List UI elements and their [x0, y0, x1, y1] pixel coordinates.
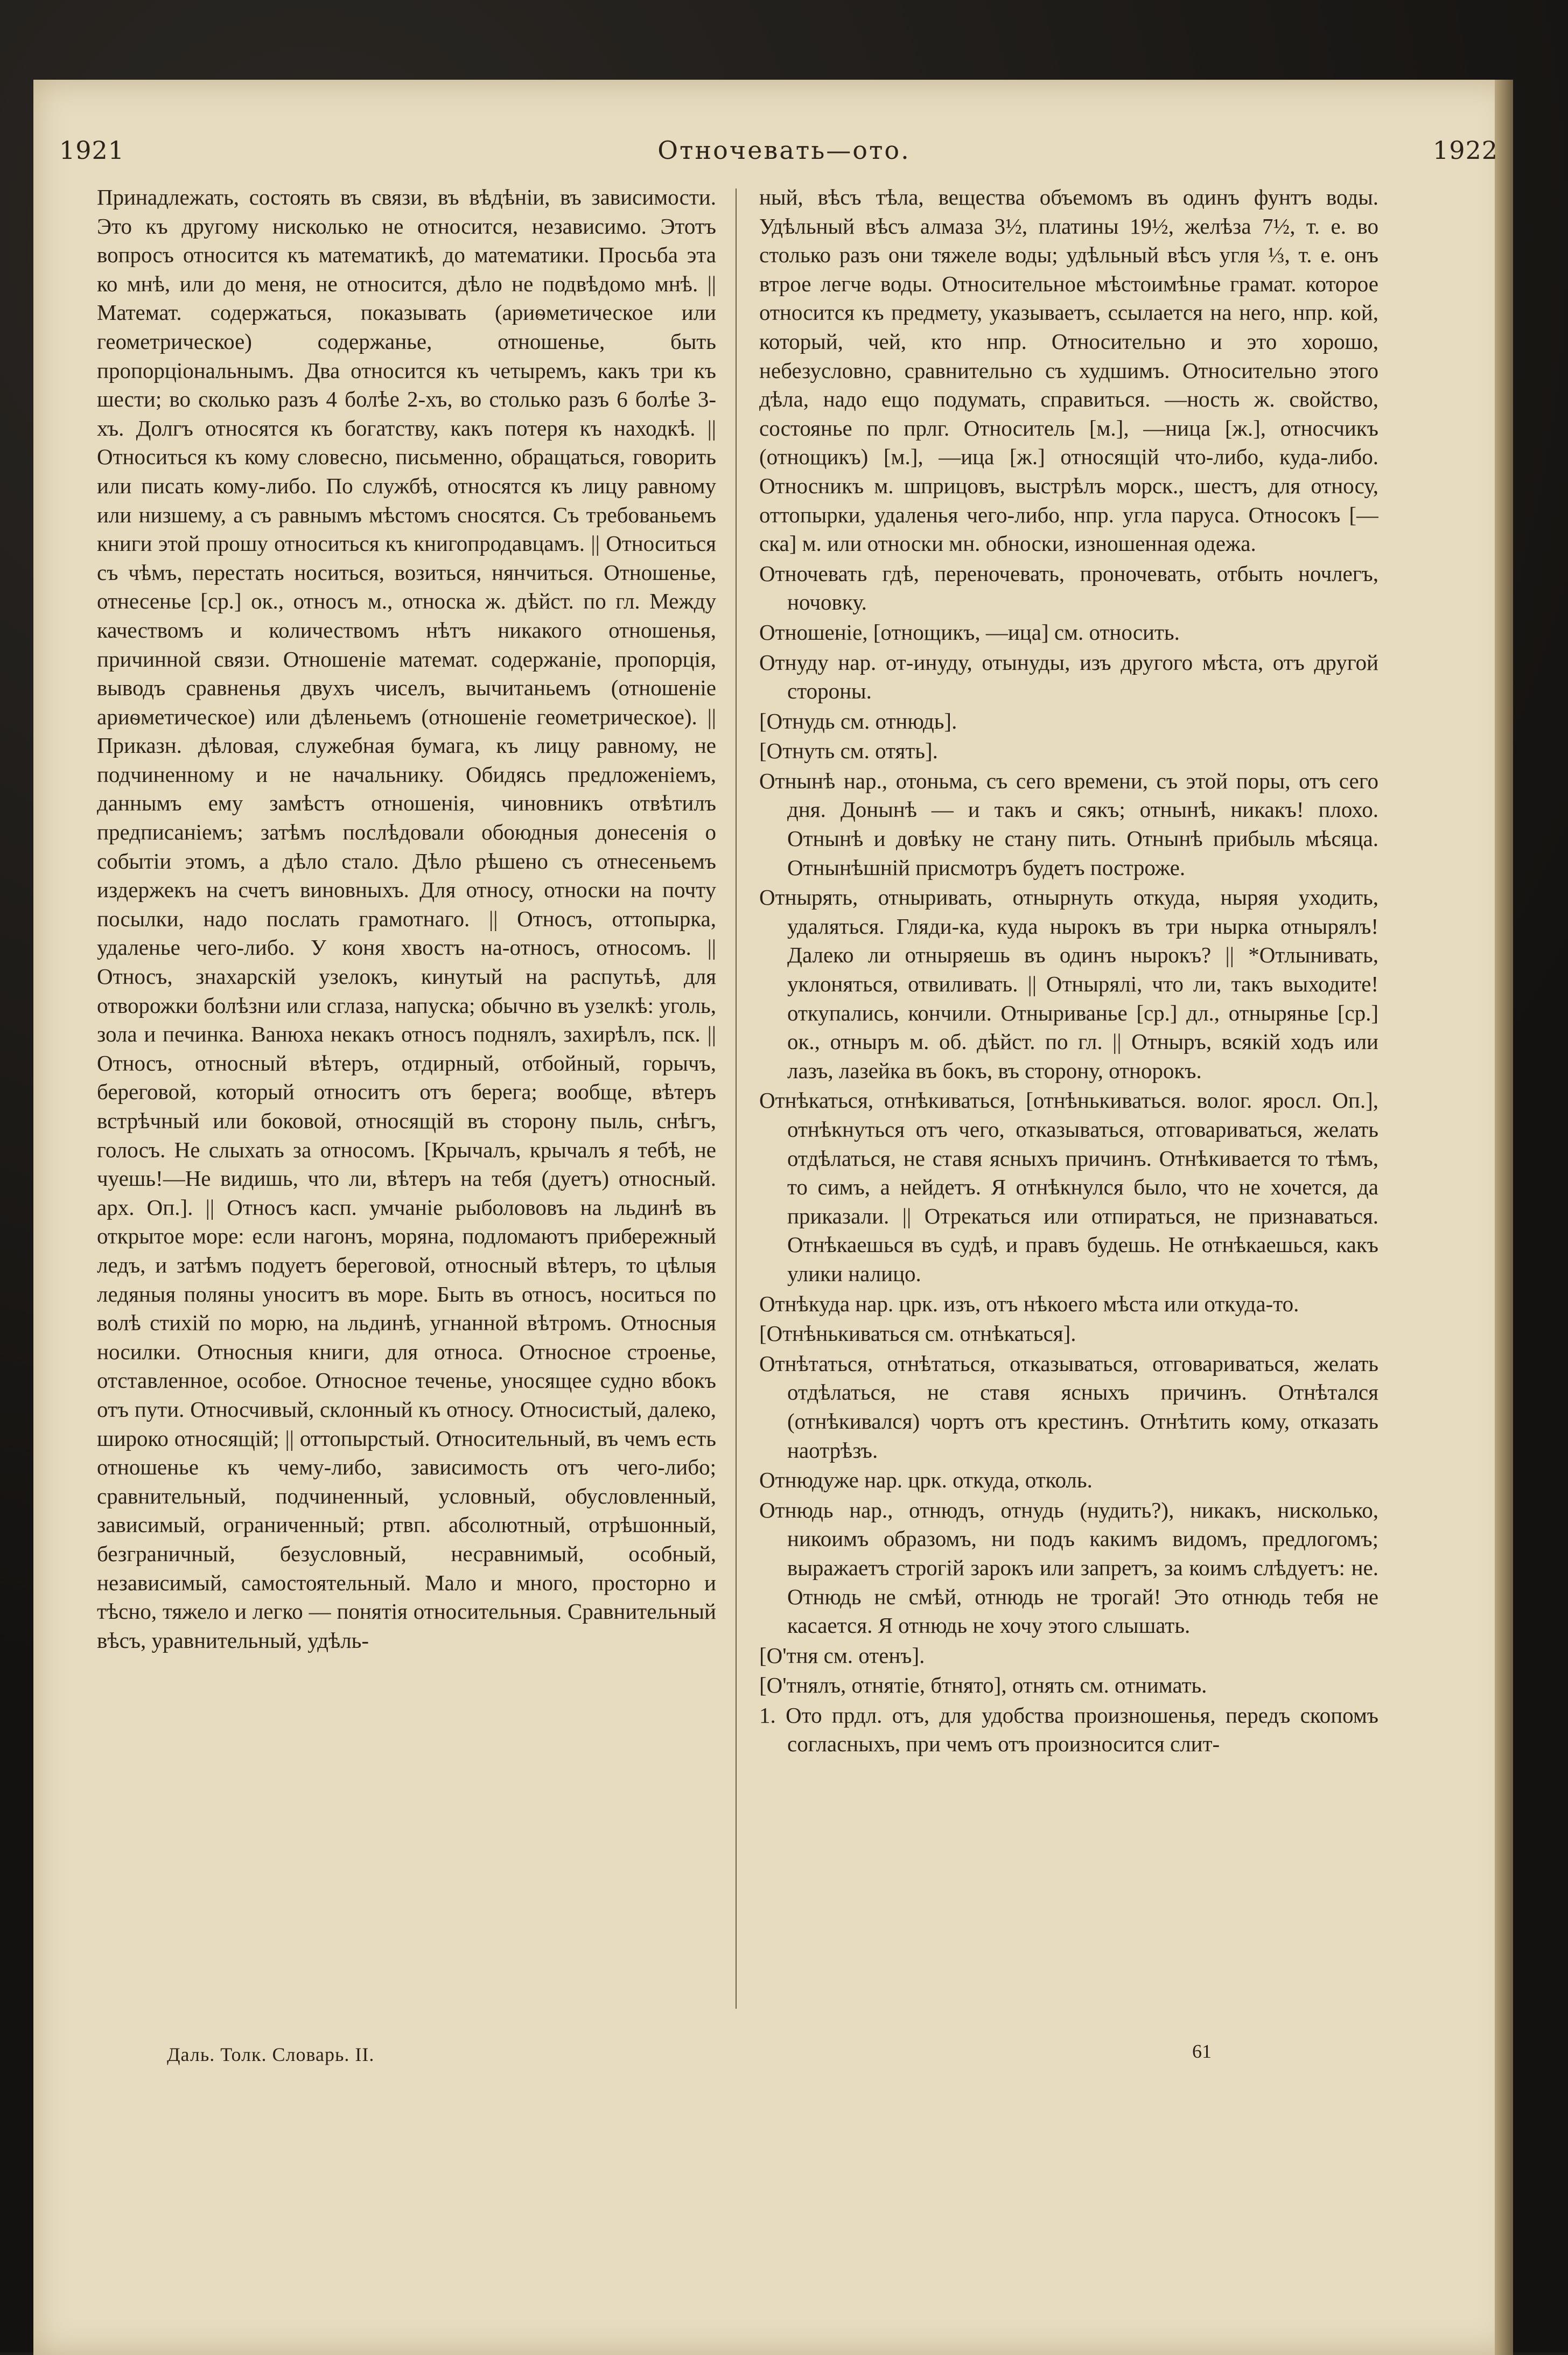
dictionary-entry: Отнырять, отныривать, отнырнуть откуда, ныряя уходить, удаляться. Гляди-ка, куда нырокъ въ три нырка отнырялъ! Далеко ли отныряешь въ одинъ нырокъ? || *Отлынивать, уклоняться, отвиливать. || Отнырялi, что ли, такъ выходите! откупались, кончили. Отныриванье [ср.] дл., отнырянье [ср.] ок., отныръ м. об. дѣйст. по гл. || Отныръ, всякiй ходъ или лазъ, лазейка въ бокъ, въ сторону, отнорокъ.: [759, 885, 1378, 1083]
sheet-number: 61: [1192, 2040, 1212, 2062]
dictionary-entry: Отночевать гдѣ, переночевать, проночевать, отбыть ночлегъ, ночовку.: [759, 561, 1378, 615]
dictionary-entry: Отношенiе, [отнощикъ, —ица] см. относить.: [759, 619, 1180, 645]
dictionary-entry: Отнынѣ нар., отоньма, съ сего времени, съ этой поры, отъ сего дня. Донынѣ — и такъ и сякъ; отнынѣ, никакъ! плохо. Отнынѣ и довѣку не стану пить. Отнынѣ прибыль мѣсяца. Отнынѣшнiй присмотръ будетъ построже.: [759, 768, 1378, 880]
page-number-right: 1922: [1432, 136, 1498, 165]
running-head: Отночевать—ото.: [657, 136, 911, 165]
right-column: [759, 183, 1378, 2025]
dictionary-entry: [Отнуть см. отять].: [759, 738, 938, 764]
column-divider: [736, 188, 737, 2009]
left-column: [97, 183, 716, 2025]
page-number-left: 1921: [59, 136, 125, 165]
dictionary-entry: [Отнудь см. отнюдь].: [759, 708, 957, 733]
dictionary-entry: Отнѣкуда нар. црк. изъ, отъ нѣкоего мѣста или откуда-то.: [759, 1291, 1299, 1316]
dictionary-entry: [О'тнялъ, отнятiе, бтнято], отнять см. отнимать.: [759, 1673, 1207, 1698]
binding-edge: [1495, 80, 1513, 2355]
dictionary-entry: Отнѣтаться, отнѣтаться, отказываться, отговариваться, желать отдѣлаться, не ставя ясныхъ причинъ. Отнѣтался (отнѣкивался) чортъ отъ крестинъ. Отнѣтить кому, отказать наотрѣзъ.: [759, 1351, 1378, 1463]
dictionary-entry: Отнюдь нар., отнюдъ, отнудь (нудить?), никакъ, нисколько, никоимъ образомъ, ни подъ какимъ видомъ, предлогомъ; выражаетъ строгiй зарокъ или запретъ, за коимъ слѣдуетъ: не. Отнюдь не смѣй, отнюдь не трогай! Это отнюдь тебя не касается. Я отнюдь не хочу этого слышать.: [759, 1497, 1378, 1638]
dictionary-entry: ный, вѣсъ тѣла, вещества объемомъ въ одинъ фунтъ воды. Удѣльный вѣсъ алмаза 3½, платины 19½, желѣза 7½, т. е. во столько разъ они тяжеле воды; удѣльный вѣсъ угля ⅓, т. е. онъ втрое легче воды. Относительное мѣстоимѣнье грамат. которое относится къ предмету, указываетъ, ссылается на него, нпр. кой, который, чей, кто нпр. Относительно и это хорошо, небезусловно, сравнительно съ худшимъ. Относительно этого дѣла, надо ещо подумать, справиться. —ность ж. свойство, состоянье по прлг. Относитель [м.], —ница [ж.], относчикъ (отнощикъ) [м.], —ица [ж.] относящiй что-либо, куда-либо. Относникъ м. шприцовъ, выстрѣлъ морск., шестъ, для относу, оттопырки, удаленья чего-либо, нпр. угла паруса. Относокъ [—ска] м. или относки мн. обноски, изношенная одежа.: [759, 185, 1378, 556]
dictionary-entry: Принадлежать, состоять въ связи, въ вѣдѣнiи, въ зависимости. Это къ другому нисколько не относится, независимо. Этотъ вопросъ относится къ математикѣ, до математики. Просьба эта ко мнѣ, или до меня, не относится, дѣло не подвѣдомо мнѣ. || Математ. содержаться, показывать (ариѳметическое или геометрическое) содержанье, отношенье, быть пропорцiональнымъ. Два относится къ четыремъ, какъ три къ шести; во сколько разъ 4 болѣе 2-хъ, во столько разъ 6 болѣе 3-хъ. Долгъ относятся къ богатству, какъ потеря къ находкѣ. || Относиться къ кому словесно, письменно, обращаться, говорить или писать кому-либо. По службѣ, относятся къ лицу равному или низшему, а съ равнымъ мѣстомъ сносятся. Съ требованьемъ книги этой прошу относиться къ книгопродавцамъ. || Относиться съ чѣмъ, перестать носиться, возиться, нянчиться. Отношенье, отнесенье [ср.] ок., относъ м., относка ж. дѣйст. по гл. Между качествомъ и количествомъ нѣтъ никакого отношенья, причинной связи. Отношенiе математ. содержанiе, пропорцiя, выводъ сравненья двухъ чиселъ, вычитаньемъ (отношенiе ариѳметическое) или дѣленьемъ (отношенiе геометрическое). || Приказн. дѣловая, служебная бумага, къ лицу равному, не подчиненному и не начальнику. Обидясь предложенiемъ, даннымъ ему замѣстъ отношенiя, чиновникъ отвѣтилъ предписанiемъ; затѣмъ послѣдовали обоюдныя донесенiя о событiи этомъ, а дѣло стало. Дѣло рѣшено съ отнесеньемъ издержекъ на счетъ виновныхъ. Для относу, относки на почту посылки, надо послать грамотнаго. || Относъ, оттопырка, удаленье чего-либо. У коня хвостъ на-относъ, относомъ. || Относъ, знахарскiй узелокъ, кинутый на распутьѣ, для отворожки болѣзни или сглаза, напуска; обычно въ узелкѣ: уголь, зола и печинка. Ванюха некакъ относъ поднялъ, захирѣлъ, пск. || Относъ, относный вѣтеръ, отдирный, отбойный, горычъ, береговой, который относитъ отъ берега; вообще, вѣтеръ встрѣчный или боковой, относящiй въ сторону пыль, снѣгъ, голосъ. Не слыхать за относомъ. [Крычалъ, крычалъ я тебѣ, не чуешь!—Не видишь, что ли, вѣтеръ на тебя (дуетъ) относный. арх. Оп.]. || Относъ касп. умчанiе рыболововъ на льдинѣ въ открытое море: если нагонъ, моряна, подломаютъ прибережный ледъ, и затѣмъ подуетъ береговой, относный вѣтеръ, то цѣлыя ледяныя поляны уноситъ въ море. Быть въ относъ, носиться по волѣ стихiй по морю, на льдинѣ, угнанной вѣтромъ. Относныя носилки. Относныя книги, для относа. Относное строенье, отставленное, особое. Относное теченье, уносящее судно вбокъ отъ пути. Относчивый, склонный къ относу. Относистый, далеко, широко относящiй; || оттопырстый. Относительный, въ чемъ есть отношенье къ чему-либо, зависимость отъ чего-либо; сравнительный, подчиненный, условный, обусловленный, зависимый, ограниченный; ртвп. абсолютный, отрѣшонный, безграничный, безусловный, несравнимый, особный, независимый, самостоятельный. Мало и много, просторно и тѣсно, тяжело и легко — понятiя относительныя. Сравнительный вѣсъ, уравнительный, удѣль-: [97, 185, 716, 1653]
dictionary-entry: 1. Ото прдл. отъ, для удобства произношенья, передъ скопомъ согласныхъ, при чемъ отъ произносится слит-: [759, 1702, 1378, 1757]
page-header: [0, 136, 1568, 184]
dictionary-entry: [Отнѣнькиваться см. отнѣкаться].: [759, 1321, 1076, 1346]
signature-mark: Даль. Толк. Словарь. II.: [167, 2044, 375, 2065]
dictionary-entry: Отнуду нар. от-инуду, отынуды, изъ другого мѣста, отъ другой стороны.: [759, 649, 1378, 704]
dictionary-entry: Отнѣкаться, отнѣкиваться, [отнѣнькиваться. волог. яросл. Оп.], отнѣкнуться отъ чего, отказываться, отговариваться, желать отдѣлаться, не ставя ясныхъ причинъ. Отнѣкивается то тѣмъ, то симъ, а нейдетъ. Я отнѣкнулся было, что не хочется, да приказали. || Отрекаться или отпираться, не признаваться. Отнѣкаешься въ судѣ, и правъ будешь. Не отнѣкаешься, какъ улики налицо.: [759, 1088, 1378, 1286]
dictionary-entry: [О'тня см. отенъ].: [759, 1643, 925, 1668]
dictionary-entry: Отнюдуже нар. црк. откуда, отколь.: [759, 1467, 1093, 1493]
